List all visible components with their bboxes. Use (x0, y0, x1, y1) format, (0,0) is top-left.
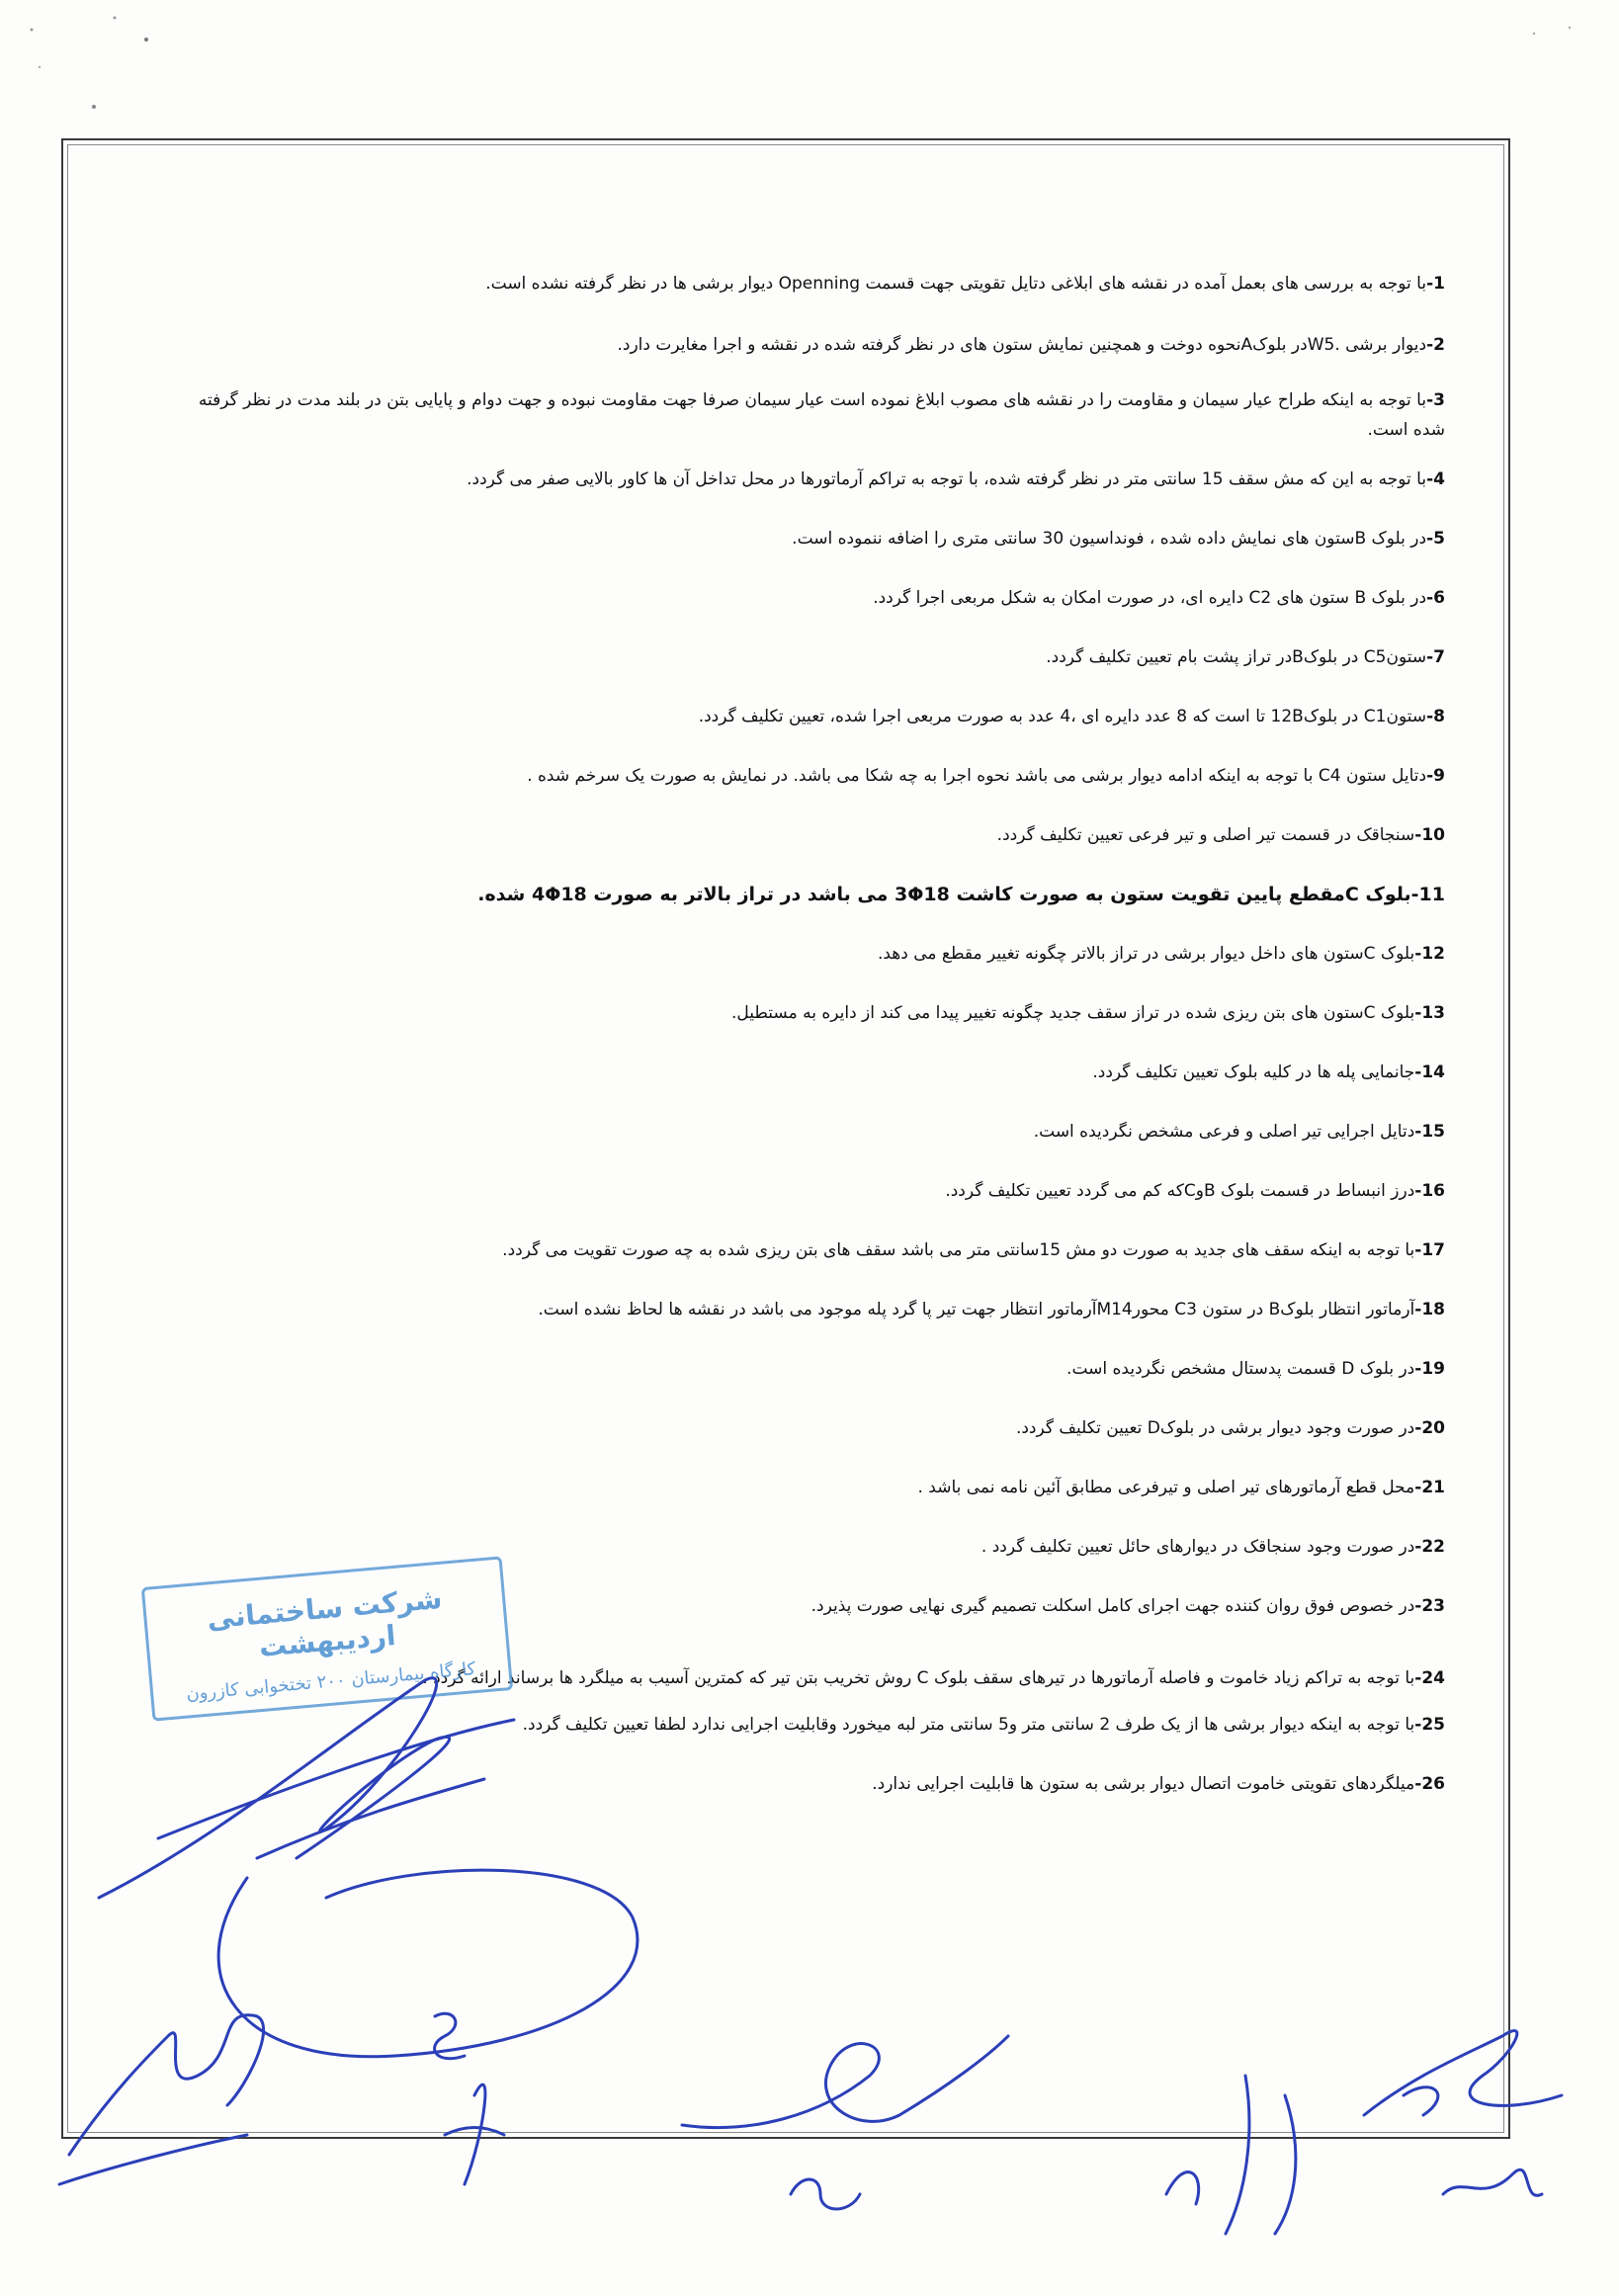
list-item: 3-با توجه به اینکه طراح عیار سیمان و مقاومت را در نقشه های مصوب ابلاغ نموده است عیار سیمان صرفا جهت مقاومت نبوده و جهت دوام و پایایی بتن در بلند مدت در نظر گرفته شده است. (198, 390, 1445, 440)
list-item: 11-بلوک Cمقطع پایین تقویت ستون به صورت کاشت 3Φ18 می باشد در تراز بالاتر به صورت 4Φ18 شده. (477, 884, 1445, 905)
scan-specks (0, 0, 1619, 158)
list-item: 8-ستونC1 در بلوک12B تا است که 8 عدد دایره ای ،4 عدد به صورت مربعی اجرا شده، تعیین تکلیف گردد. (698, 707, 1445, 726)
list-item: 13-بلوک Cستون های بتن ریزی شده در تراز سقف جدید چگونه تغییر پیدا می کند از دایره به مستطیل. (730, 1003, 1445, 1023)
list-item: 20-در صورت وجود دیوار برشی در بلوکD تعیین تکلیف گردد. (1015, 1418, 1445, 1438)
list-item: 5-در بلوک Bستون های نمایش داده شده ، فونداسیون 30 سانتی متری را اضافه ننموده است. (792, 529, 1445, 549)
list-item: 10-سنجاقک در قسمت تیر اصلی و تیر فرعی تعیین تکلیف گردد. (996, 825, 1445, 845)
list-item: 6-در بلوک B ستون های C2 دایره ای، در صورت امکان به شکل مربعی اجرا گردد. (873, 588, 1445, 608)
list-item: 25-با توجه به اینکه دیوار برشی ها از یک طرف 2 سانتی متر و5 سانتی متر لبه میخورد وقابلیت اجرایی ندارد لطفا تعیین تکلیف گردد. (522, 1715, 1445, 1735)
list-item: 1-با توجه به بررسی های بعمل آمده در نقشه های ابلاغی دتایل تقویتی جهت قسمت Openning دیوار برشی ها در نظر گرفته نشده است. (485, 274, 1445, 294)
list-item: 4-با توجه به این که مش سقف 15 سانتی متر در نظر گرفته شده، با توجه به تراکم آرماتورها در محل تداخل آن ها کاور بالایی صفر می گردد. (467, 469, 1445, 489)
list-item: 23-در خصوص فوق روان کننده جهت اجرای کامل اسکلت تصمیم گیری نهایی صورت پذیرد. (810, 1596, 1445, 1616)
list-item: 18-آرماتور انتظار بلوکB در ستون C3 محورM14آرماتور انتظار جهت تیر پا گرد پله موجود می باشد در نقشه ها لحاظ نشده است. (538, 1300, 1445, 1319)
stamp-company-name: شرکت ساختمانی اردیبهشت (206, 1581, 444, 1663)
signature-10 (1443, 2169, 1542, 2195)
list-item: 24-با توجه به تراکم زیاد خاموت و فاصله آرماتورها در تیرهای سقف بلوک C روش تخریب بتن تیر که کمترین آسیب به میلگرد ها برساند ارائه گردد . (422, 1668, 1445, 1688)
signature-7 (791, 2179, 860, 2209)
list-item: 22-در صورت وجود سنجاقک در دیوارهای حائل تعیین تکلیف گردد . (980, 1537, 1445, 1557)
list-item: 16-درز انبساط در قسمت بلوک BوCکه کم می گردد تعیین تکلیف گردد. (945, 1181, 1445, 1201)
list-item: 7-ستونC5 در بلوکBدر تراز پشت بام تعیین تکلیف گردد. (1046, 647, 1445, 667)
list-item: 12-بلوک Cستون های داخل دیوار برشی در تراز بالاتر چگونه تغییر مقطع می دهد. (877, 944, 1445, 964)
stamp-site-name: کارگاه بیمارستان ۲۰۰ تختخوابی کازرون (185, 1658, 477, 1705)
list-item: 17-با توجه به اینکه سقف های جدید به صورت دو مش 15سانتی متر می باشد سقف های بتن ریزی شده به چه صورت تقویت می گردد. (502, 1240, 1445, 1260)
list-item: 19-در بلوک D قسمت پدستال مشخص نگردیده است. (1066, 1359, 1445, 1379)
list-item: 2-دیوار برشی .W5در بلوکAنحوه دوخت و همچنین نمایش ستون های در نظر گرفته شده در نقشه و اجرا مغایرت دارد. (617, 335, 1445, 355)
list-item: 14-جانمایی پله ها در کلیه بلوک تعیین تکلیف گردد. (1092, 1063, 1445, 1082)
list-item: 15-دتایل اجرایی تیر اصلی و فرعی مشخص نگردیده است. (1033, 1122, 1445, 1142)
list-item: 9-دتایل ستون C4 با توجه به اینکه ادامه دیوار برشی می باشد نحوه اجرا به چه شکا می باشد. در نمایش به صورت یک سرخم شده . (527, 766, 1445, 786)
list-item: 26-میلگردهای تقویتی خاموت اتصال دیوار برشی به ستون ها قابلیت اجرایی ندارد. (872, 1774, 1445, 1794)
list-item: 21-محل قطع آرماتورهای تیر اصلی و تیرفرعی مطابق آئین نامه نمی باشد . (917, 1478, 1445, 1497)
